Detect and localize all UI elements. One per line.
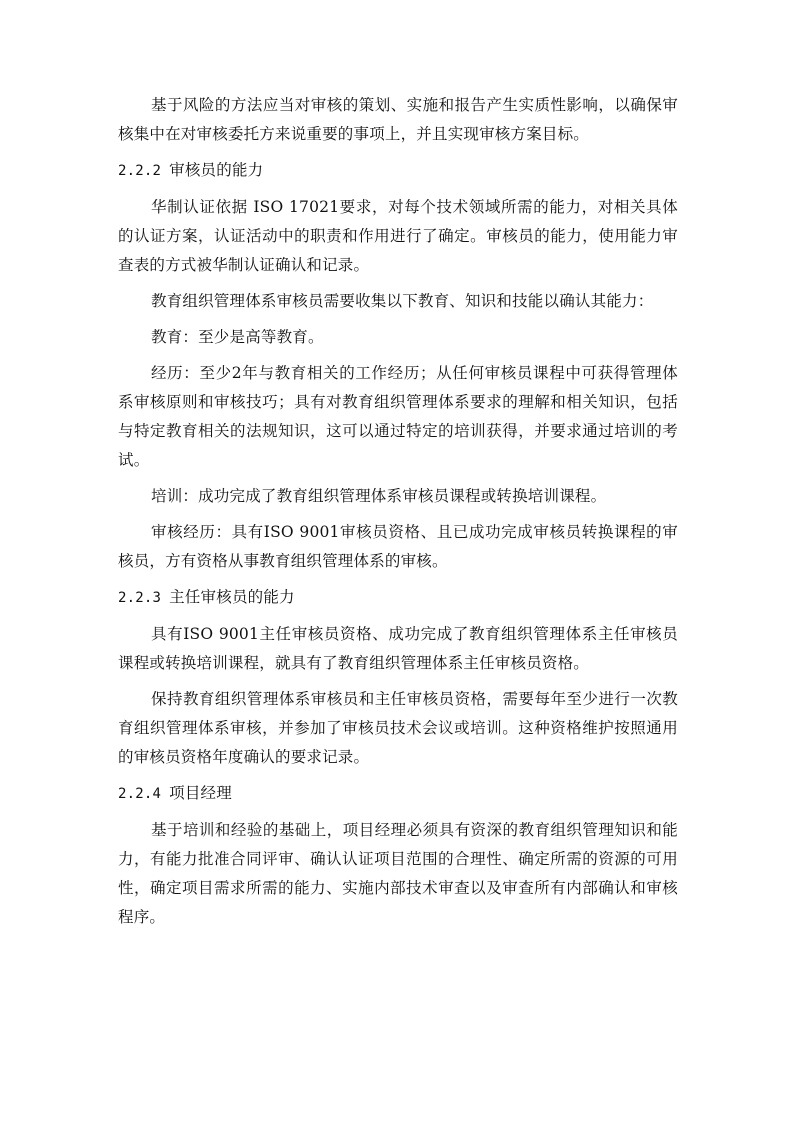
section-number: 2.2.2 [118,163,162,179]
paragraph-experience: 经历：至少2年与教育相关的工作经历；从任何审核员课程中可获得管理体系审核原则和审核技巧；具有对教育组织管理体系要求的理解和相关知识，包括与特定教育相关的法规知识，这可以通过特定的培训获得，并要求通过培训的考试。 [118,364,678,469]
paragraph-risk-based-approach: 基于风险的方法应当对审核的策划、实施和报告产生实质性影响，以确保审核集中在对审核委托方来说重要的事项上，并且实现审核方案目标。 [118,96,678,143]
section-heading-2-2-3 [118,583,678,613]
paragraph-auditor-requirements: 教育组织管理体系审核员需要收集以下教育、知识和技能以确认其能力： [151,292,654,310]
document-body [118,91,678,939]
paragraph-education: 教育：至少是高等教育。 [151,328,324,346]
section-heading-2-2-2 [118,156,678,186]
paragraph-auditor-competence: 华制认证依据 ISO 17021要求，对每个技术领域所需的能力，对相关具体的认证方案，认证活动中的职责和作用进行了确定。审核员的能力，使用能力审查表的方式被华制认证确认和记录。 [118,198,678,274]
section-title: 审核员的能力 [169,161,264,179]
section-heading-2-2-4 [118,779,678,809]
paragraph-project-manager: 基于培训和经验的基础上，项目经理必须具有资深的教育组织管理知识和能力，有能力批准合同评审、确认认证项目范围的合理性、确定所需的资源的可用性，确定项目需求所需的能力、实施内部技术审查以及审查所有内部确认和审核程序。 [118,821,678,926]
paragraph-qualification-maintenance: 保持教育组织管理体系审核员和主任审核员资格，需要每年至少进行一次教育组织管理体系审核，并参加了审核员技术会议或培训。这种资格维护按照通用的审核员资格年度确认的要求记录。 [118,690,678,766]
section-number: 2.2.3 [118,590,162,606]
section-title: 项目经理 [169,784,232,802]
section-number: 2.2.4 [118,786,162,802]
paragraph-audit-experience: 审核经历：具有ISO 9001审核员资格、且已成功完成审核员转换课程的审核员，方有资格从事教育组织管理体系的审核。 [118,523,678,570]
paragraph-lead-auditor-qualification: 具有ISO 9001主任审核员资格、成功完成了教育组织管理体系主任审核员课程或转换培训课程，就具有了教育组织管理体系主任审核员资格。 [118,625,678,672]
paragraph-training: 培训：成功完成了教育组织管理体系审核员课程或转换培训课程。 [151,487,607,505]
section-title: 主任审核员的能力 [169,588,295,606]
